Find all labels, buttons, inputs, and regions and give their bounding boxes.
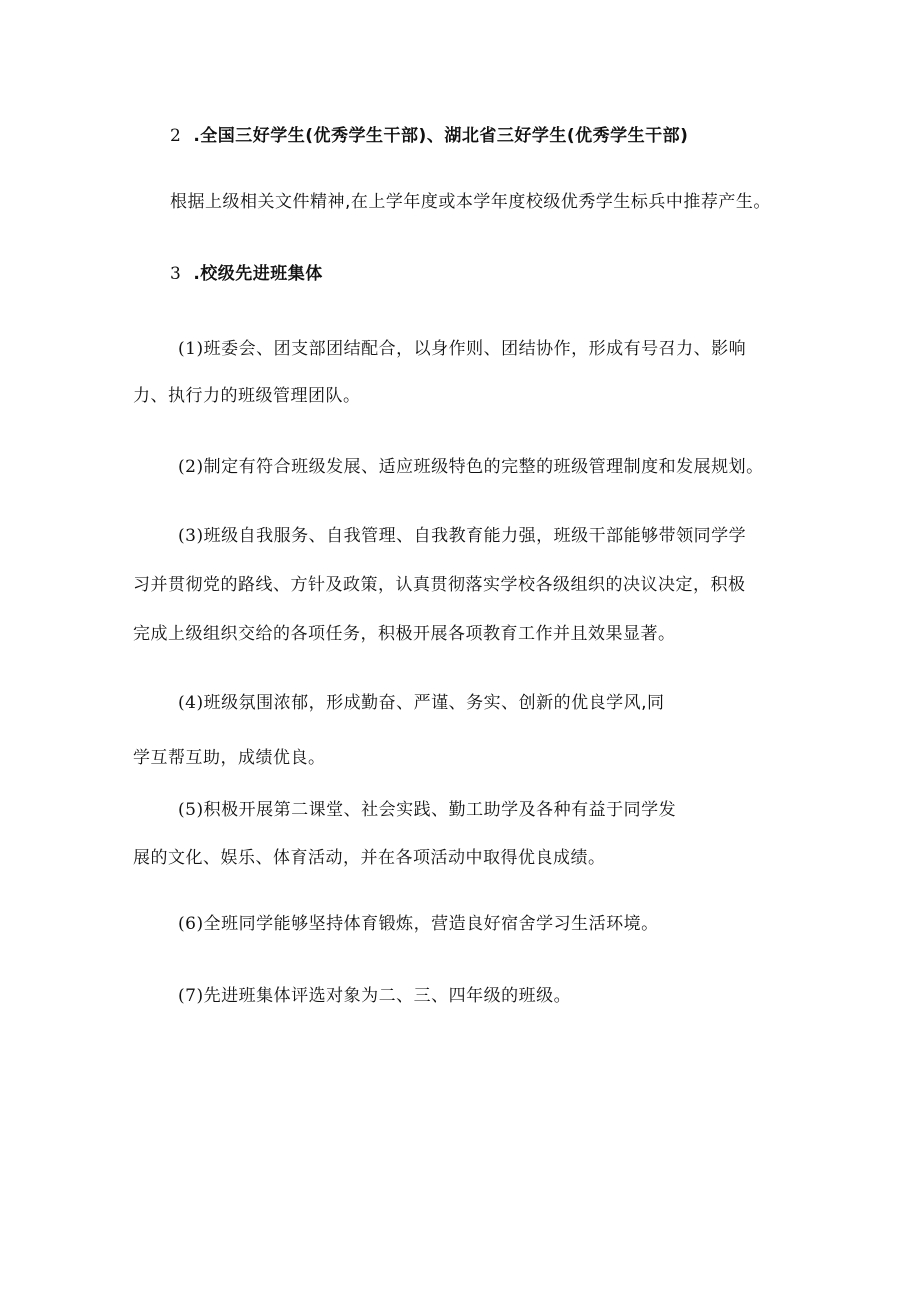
list-item-4-marker: (4) [178, 693, 204, 713]
list-item-2-marker: (2) [178, 457, 204, 477]
section-2-title: .全国三好学生(优秀学生干部)、湖北省三好学生(优秀学生干部) [193, 126, 689, 146]
list-item-5-marker: (5) [178, 800, 204, 820]
section-3-heading [170, 262, 323, 286]
list-item-7-line-1 [178, 984, 571, 1008]
section-2-heading [170, 124, 688, 148]
list-item-3-text-1: 班级自我服务、自我管理、自我教育能力强，班级干部能够带领同学学 [203, 526, 747, 546]
list-item-3-marker: (3) [178, 526, 204, 546]
list-item-6-line-1 [178, 912, 659, 936]
list-item-3-line-1 [178, 524, 746, 548]
list-item-4-line-2: 学互帮互助，成绩优良。 [133, 748, 326, 768]
list-item-7-text-1: 先进班集体评选对象为二、三、四年级的班级。 [203, 986, 572, 1006]
list-item-5-line-2: 展的文化、娱乐、体育活动，并在各项活动中取得优良成绩。 [133, 848, 606, 868]
section-3-title: .校级先进班集体 [193, 264, 323, 284]
list-item-1-text-1: 班委会、团支部团结配合，以身作则、团结协作，形成有号召力、影响 [203, 339, 747, 359]
list-item-5-line-1 [178, 798, 676, 822]
list-item-5-text-1: 积极开展第二课堂、社会实践、勤工助学及各种有益于同学发 [203, 800, 677, 820]
list-item-4-text-1: 班级氛围浓郁，形成勤奋、严谨、务实、创新的优良学风,同 [203, 693, 665, 713]
list-item-4-line-1 [178, 691, 665, 715]
list-item-6-text-1: 全班同学能够坚持体育锻炼，营造良好宿舍学习生活环境。 [203, 914, 659, 934]
list-item-7-marker: (7) [178, 986, 204, 1006]
list-item-1-marker: (1) [178, 339, 204, 359]
section-2-number: 2 [170, 126, 182, 146]
section-3-number: 3 [170, 264, 182, 284]
list-item-3-line-2: 习并贯彻党的路线、方针及政策，认真贯彻落实学校各级组织的决议决定，积极 [133, 575, 746, 595]
section-2-body: 根据上级相关文件精神,在上学年度或本学年度校级优秀学生标兵中推荐产生。 [170, 192, 771, 212]
list-item-2-line-1 [178, 455, 764, 479]
list-item-1-line-1 [178, 337, 746, 361]
list-item-1-line-2: 力、执行力的班级管理团队。 [133, 386, 361, 406]
list-item-3-line-3: 完成上级组织交给的各项任务，积极开展各项教育工作并且效果显著。 [133, 624, 676, 644]
list-item-2-text-1: 制定有符合班级发展、适应班级特色的完整的班级管理制度和发展规划。 [203, 457, 764, 477]
list-item-6-marker: (6) [178, 914, 204, 934]
